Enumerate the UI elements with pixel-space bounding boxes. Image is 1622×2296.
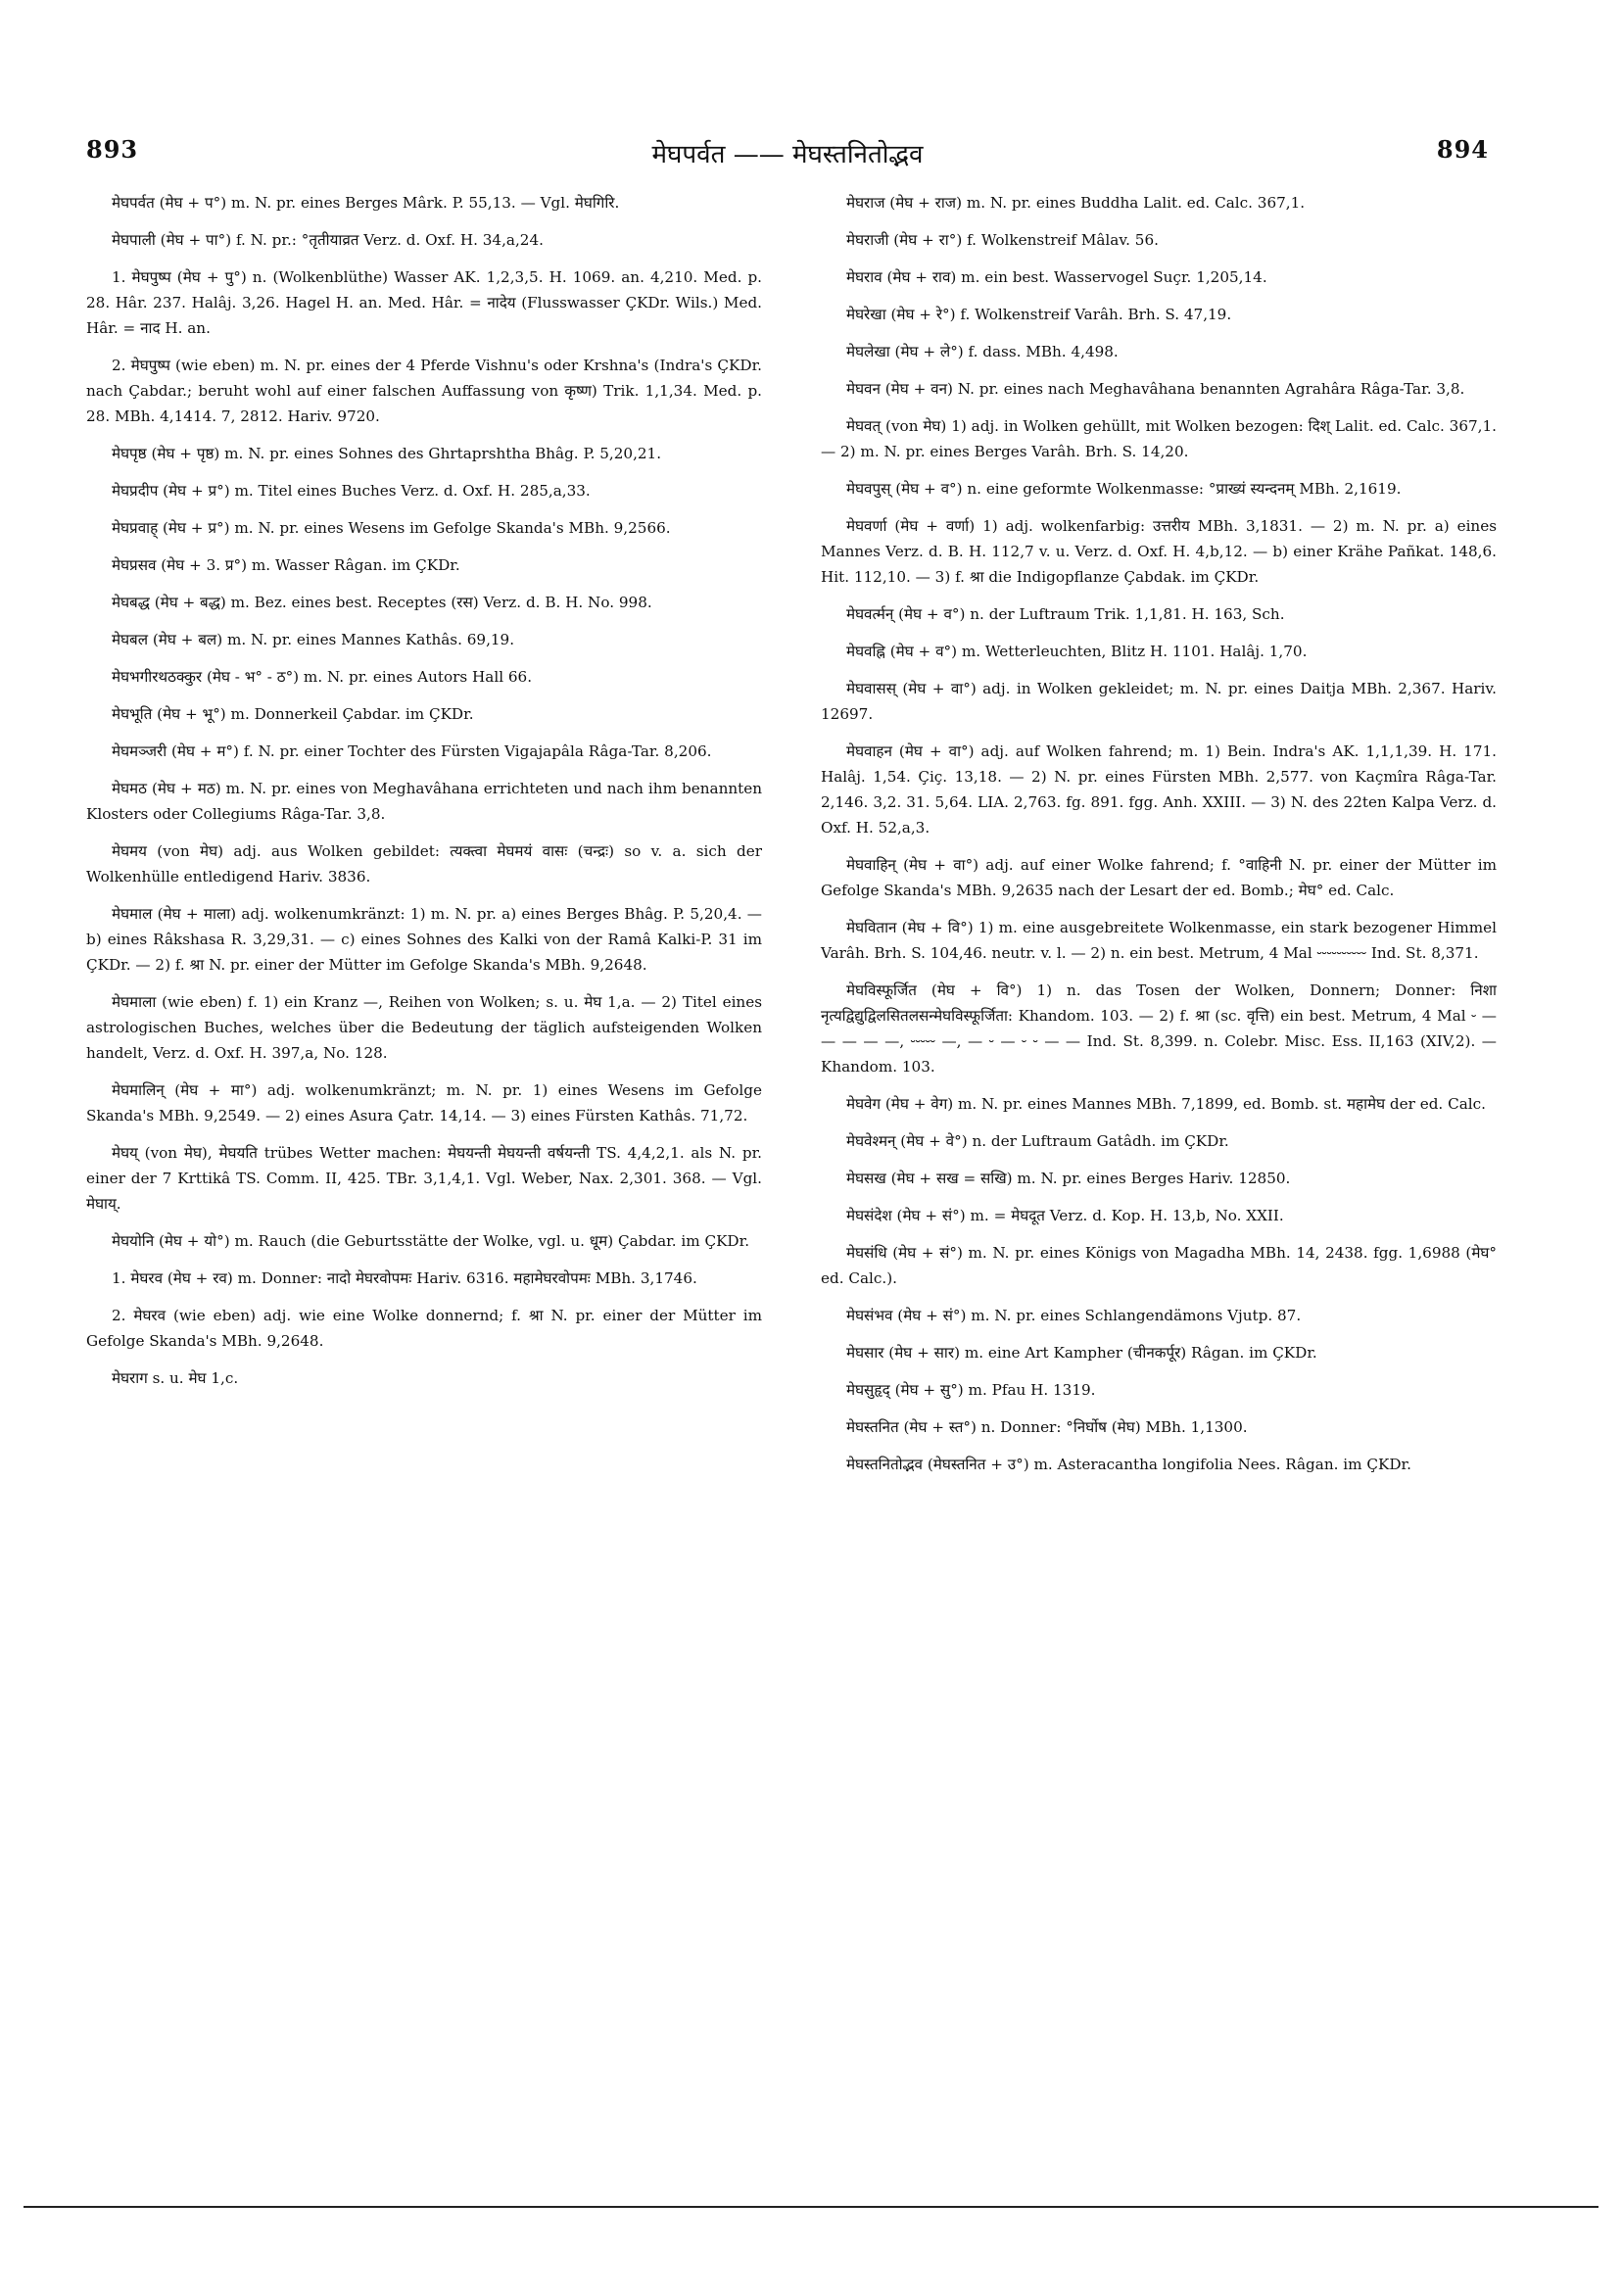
- entry: मेघबद्ध (मेघ + बद्ध) m. Bez. eines best. Receptes (रस) Verz. d. B. H. No. 998.: [112, 594, 652, 611]
- entry: मेघवेग (मेघ + वेग) m. N. pr. eines Mannes MBh. 7,1899, ed. Bomb. st. महामेघ der ed. Calc.: [846, 1095, 1486, 1113]
- entry: मेघस्तनितोद्भव (मेघस्तनित + उ°) m. Asteracantha longifolia Nees. Râgan. im ÇKDr.: [846, 1456, 1411, 1473]
- entry: मेघसार (मेघ + सार) m. eine Art Kampher (चीनकर्पूर) Râgan. im ÇKDr.: [846, 1344, 1317, 1362]
- entry: मेघवपुस् (मेघ + व°) n. eine geformte Wolkenmasse: °प्राख्यं स्यन्दनम् MBh. 2,1619.: [846, 480, 1402, 498]
- entry: मेघयोनि (मेघ + यो°) m. Rauch (die Geburtsstätte der Wolke, vgl. u. धूम) Çabdar. im ÇKDr.: [112, 1232, 750, 1250]
- entry: मेघवर्त्मन् (मेघ + व°) n. der Luftraum Trik. 1,1,81. H. 163, Sch.: [846, 605, 1285, 623]
- entry: मेघविस्फूर्जित (मेघ + वि°) 1) n. das Tosen der Wolken, Donnern; Donner: निशा नृत्यद्विद्युद्विलसितलसन्मेघविस्फूर्जिता: Khandom. 103. — 2) f. श्रा (sc. वृत्ति) ein best. Metrum, 4 Mal ⏑ — — — — —, ⏑⏑⏑⏑⏑ —, — ⏑ — ⏑ ⏑ — — Ind. St. 8,399. n. Colebr. Misc. Ess. II,163 (XIV,2). — Khandom. 103.: [821, 981, 1497, 1076]
- entry: मेघमञ्जरी (मेघ + म°) f. N. pr. einer Tochter des Fürsten Vigajapâla Râga-Tar. 8,206.: [112, 742, 712, 760]
- entry: मेघप्रदीप (मेघ + प्र°) m. Titel eines Buches Verz. d. Oxf. H. 285,a,33.: [112, 482, 591, 500]
- entry: मेघस्तनित (मेघ + स्त°) n. Donner: °निर्घोष (मेघ) MBh. 1,1300.: [846, 1418, 1248, 1436]
- entry: मेघराज (मेघ + राज) m. N. pr. eines Buddha Lalit. ed. Calc. 367,1.: [846, 194, 1306, 212]
- running-head: मेघपर्वत —— मेघस्तनितोद्भव: [651, 140, 924, 169]
- entry: मेघमठ (मेघ + मठ) m. N. pr. eines von Meghavâhana errichteten und nach ihm benannten Klosters oder Collegiums Râga-Tar. 3,8.: [86, 780, 762, 823]
- entry: मेघभूति (मेघ + भू°) m. Donnerkeil Çabdar. im ÇKDr.: [112, 705, 474, 723]
- page-number-right: 894: [1436, 135, 1489, 164]
- entry: मेघराग s. u. मेघ 1,c.: [112, 1369, 239, 1387]
- entry: मेघबल (मेघ + बल) m. N. pr. eines Mannes Kathâs. 69,19.: [112, 631, 515, 648]
- entry: मेघवत् (von मेघ) 1) adj. in Wolken gehüllt, mit Wolken bezogen: दिश् Lalit. ed. Calc. 367,1. — 2) m. N. pr. eines Berges Varâh. Brh. S. 14,20.: [821, 417, 1497, 460]
- entry: मेघप्रसव (मेघ + 3. प्र°) m. Wasser Râgan. im ÇKDr.: [112, 556, 460, 574]
- entry: मेघसुहृद् (मेघ + सु°) m. Pfau H. 1319.: [846, 1381, 1096, 1399]
- page-number-left: 893: [86, 135, 139, 164]
- entry: मेघरेखा (मेघ + रे°) f. Wolkenstreif Varâh. Brh. S. 47,19.: [846, 306, 1232, 323]
- entry: मेघपाली (मेघ + पा°) f. N. pr.: °तृतीयाव्रत Verz. d. Oxf. H. 34,a,24.: [112, 231, 544, 249]
- entry: मेघपृष्ठ (मेघ + पृष्ठ) m. N. pr. eines Sohnes des Ghrtaprshtha Bhâg. P. 5,20,21.: [112, 445, 662, 462]
- entry: 2. मेघरव (wie eben) adj. wie eine Wolke donnernd; f. श्रा N. pr. einer der Mütter im Gefolge Skanda's MBh. 9,2648.: [86, 1307, 762, 1350]
- entry: मेघप्रवाह् (मेघ + प्र°) m. N. pr. eines Wesens im Gefolge Skanda's MBh. 9,2566.: [112, 519, 671, 537]
- left-column: [86, 190, 762, 1403]
- entry: 1. मेघपुष्प (मेघ + पु°) n. (Wolkenblüthe) Wasser AK. 1,2,3,5. H. 1069. an. 4,210. Med. p. 28. Hâr. 237. Halâj. 3,26. Hagel H. an. Med. Hâr. = नादेय (Flusswasser ÇKDr. Wils.) Med. Hâr. = नाद H. an.: [86, 268, 762, 337]
- entry: मेघराजी (मेघ + रा°) f. Wolkenstreif Mâlav. 56.: [846, 231, 1159, 249]
- entry: मेघभगीरथठक्कुर (मेघ - भ° - ठ°) m. N. pr. eines Autors Hall 66.: [112, 668, 533, 686]
- entry: मेघसंदेश (मेघ + सं°) m. = मेघदूत Verz. d. Kop. H. 13,b, No. XXII.: [846, 1207, 1284, 1224]
- entry: मेघपर्वत (मेघ + प°) m. N. pr. eines Berges Mârk. P. 55,13. — Vgl. मेघगिरि.: [112, 194, 620, 212]
- entry: मेघय् (von मेघ), मेघयति trübes Wetter machen: मेघयन्ती मेघयन्ती वर्षयन्ती TS. 4,4,2,1. als N. pr. einer der 7 Krttikâ TS. Comm. II, 425. TBr. 3,1,4,1. Vgl. Weber, Nax. 2,301. 368. — Vgl. मेघाय्.: [86, 1144, 762, 1213]
- page-header: [86, 135, 1489, 174]
- entry: मेघमय (von मेघ) adj. aus Wolken gebildet: त्यक्त्वा मेघमयं वासः (चन्द्रः) so v. a. sich der Wolkenhülle entledigend Hariv. 3836.: [86, 842, 762, 885]
- entry: मेघवितान (मेघ + वि°) 1) m. eine ausgebreitete Wolkenmasse, ein stark bezogener Himmel Varâh. Brh. S. 104,46. neutr. v. l. — 2) n. ein best. Metrum, 4 Mal ⏑⏑⏑⏑⏑⏑⏑⏑⏑⏑ Ind. St. 8,371.: [821, 919, 1497, 962]
- entry: मेघवाहन (मेघ + वा°) adj. auf Wolken fahrend; m. 1) Bein. Indra's AK. 1,1,1,39. H. 171. Halâj. 1,54. Çiç. 13,18. — 2) N. pr. eines Fürsten MBh. 2,577. von Kaçmîra Râga-Tar. 2,146. 3,2. 31. 5,64. LIA. 2,763. fg. 891. fgg. Anh. XXIII. — 3) N. des 22ten Kalpa Verz. d. Oxf. H. 52,a,3.: [821, 742, 1497, 837]
- entry: मेघमाल (मेघ + माला) adj. wolkenumkränzt: 1) m. N. pr. a) eines Berges Bhâg. P. 5,20,4. — b) eines Râkshasa R. 3,29,31. — c) eines Sohnes des Kalki von der Ramâ Kalki-P. 31 im ÇKDr. — 2) f. श्रा N. pr. einer der Mütter im Gefolge Skanda's MBh. 9,2648.: [86, 905, 762, 974]
- entry: मेघवह्नि (मेघ + व°) m. Wetterleuchten, Blitz H. 1101. Halâj. 1,70.: [846, 643, 1308, 660]
- entry: मेघवासस् (मेघ + वा°) adj. in Wolken gekleidet; m. N. pr. eines Daitja MBh. 2,367. Hariv. 12697.: [821, 680, 1497, 723]
- entry: मेघवन (मेघ + वन) N. pr. eines nach Meghavâhana benannten Agrahâra Râga-Tar. 3,8.: [846, 380, 1465, 398]
- entry: 1. मेघरव (मेघ + रव) m. Donner: नादो मेघरवोपमः Hariv. 6316. महामेघरवोपमः MBh. 3,1746.: [112, 1269, 697, 1287]
- entry: मेघवाहिन् (मेघ + वा°) adj. auf einer Wolke fahrend; f. °वाहिनी N. pr. einer der Mütter im Gefolge Skanda's MBh. 9,2635 nach der Lesart der ed. Bomb.; मेघ° ed. Calc.: [821, 856, 1497, 899]
- entry: मेघवेश्मन् (मेघ + वे°) n. der Luftraum Gatâdh. im ÇKDr.: [846, 1132, 1229, 1150]
- entry: मेघमालिन् (मेघ + मा°) adj. wolkenumkränzt; m. N. pr. 1) eines Wesens im Gefolge Skanda's MBh. 9,2549. — 2) eines Asura Çatr. 14,14. — 3) eines Fürsten Kathâs. 71,72.: [86, 1081, 762, 1124]
- footer-rule: [24, 2206, 1598, 2208]
- entry: मेघमाला (wie eben) f. 1) ein Kranz —, Reihen von Wolken; s. u. मेघ 1,a. — 2) Titel eines astrologischen Buches, welches über die Bedeutung der täglich aufsteigenden Wolken handelt, Verz. d. Oxf. H. 397,a, No. 128.: [86, 993, 762, 1062]
- entry: मेघराव (मेघ + राव) m. ein best. Wasservogel Suçr. 1,205,14.: [846, 268, 1267, 286]
- entry: 2. मेघपुष्प (wie eben) m. N. pr. eines der 4 Pferde Vishnu's oder Krshna's (Indra's ÇKDr. nach Çabdar.; beruht wohl auf einer falschen Auffassung von कृष्ण) Trik. 1,1,34. Med. p. 28. MBh. 4,1414. 7, 2812. Hariv. 9720.: [86, 357, 762, 425]
- entry: मेघसंभव (मेघ + सं°) m. N. pr. eines Schlangendämons Vjutp. 87.: [846, 1307, 1302, 1324]
- entry: मेघसख (मेघ + सख = सखि) m. N. pr. eines Berges Hariv. 12850.: [846, 1170, 1291, 1187]
- right-column: [821, 190, 1497, 1489]
- entry: मेघवर्णा (मेघ + वर्णा) 1) adj. wolkenfarbig: उत्तरीय MBh. 3,1831. — 2) m. N. pr. a) eines Mannes Verz. d. B. H. 112,7 v. u. Verz. d. Oxf. H. 4,b,12. — b) einer Krähe Pañkat. 148,6. Hit. 112,10. — 3) f. श्रा die Indigopflanze Çabdak. im ÇKDr.: [821, 517, 1497, 586]
- entry: मेघसंधि (मेघ + सं°) m. N. pr. eines Königs von Magadha MBh. 14, 2438. fgg. 1,6988 (मेघ° ed. Calc.).: [821, 1244, 1497, 1287]
- entry: मेघलेखा (मेघ + ले°) f. dass. MBh. 4,498.: [846, 343, 1119, 360]
